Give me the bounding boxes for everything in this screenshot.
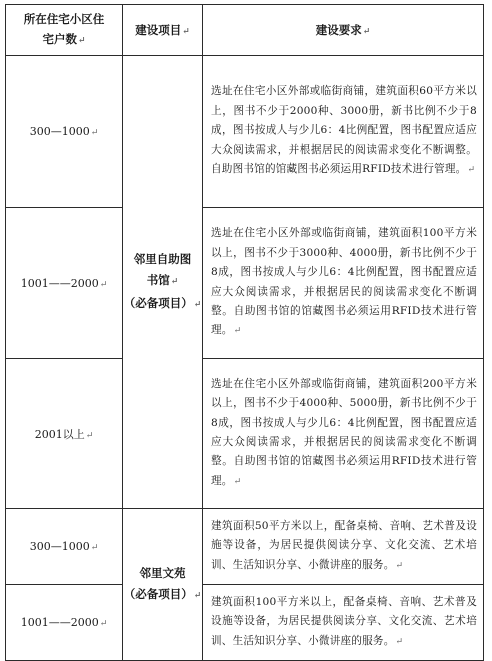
cell-end-mark: ↵ <box>90 128 99 138</box>
household-range: 2001以上 <box>34 427 85 441</box>
cell-end-mark: ↵ <box>233 326 242 337</box>
header-requirement-label: 建设要求 <box>315 23 362 37</box>
table-row <box>6 509 484 585</box>
cell-end-mark: ↵ <box>170 276 179 287</box>
requirement-cell <box>203 56 484 208</box>
requirement-text: 选址在住宅小区外部或临街商铺，建筑面积100平方米以上，图书不少于3000种、4000册，新书比例不少于8成，图书按成人与少儿6：4比例配置，图书配置应适应大众阅读需求，并根据居民的阅读需求变化不断调整。自助图书馆的馆藏图书必须运用RFID技术进行管理。 <box>211 227 477 337</box>
construction-requirements-table <box>5 4 484 661</box>
household-range: 1001——2000 <box>20 616 99 629</box>
cell-end-mark: ↵ <box>182 27 190 37</box>
cell-end-mark: ↵ <box>467 165 476 176</box>
header-project <box>123 5 203 56</box>
project-line-1: 邻里文苑 <box>139 565 186 580</box>
cell-end-mark: ↵ <box>77 36 86 46</box>
cell-end-mark: ↵ <box>90 543 99 553</box>
table-row <box>6 359 484 509</box>
cell-end-mark: ↵ <box>395 560 404 571</box>
household-range: 300—1000 <box>29 125 90 138</box>
requirement-text: 建筑面积100平方米以上，配备桌椅、音响、艺术普及设施等设备，为居民提供阅读分享、文化交流、艺术培训、生活知识分享、小微讲座的服务。 <box>211 595 477 647</box>
requirement-text: 选址在住宅小区外部或临街商铺，建筑面积200平方米以上，图书不少于4000种、5000册，新书比例不少于8成，图书按成人与少儿6：4比例配置，图书配置应适应大众阅读需求，并根据居民的阅读需求变化不断调整。自助图书馆的馆藏图书必须运用RFID技术进行管理。 <box>211 377 477 487</box>
project-cell-culture-hall <box>123 509 203 661</box>
requirement-cell <box>203 208 484 359</box>
project-cell-library <box>123 56 203 509</box>
project-line-1: 邻里自助图 <box>133 251 192 266</box>
cell-end-mark: ↵ <box>395 636 404 647</box>
household-range: 1001——2000 <box>20 276 99 290</box>
cell-end-mark: ↵ <box>99 619 108 629</box>
requirement-text: 建筑面积50平方米以上，配备桌椅、音响、艺术普及设施等设备，为居民提供阅读分享、文化交流、艺术培训、生活知识分享、小微讲座的服务。 <box>211 519 477 571</box>
table-row <box>6 585 484 661</box>
household-range: 300—1000 <box>29 540 90 553</box>
project-line-2: 书馆 <box>146 272 170 287</box>
cell-end-mark: ↵ <box>85 430 94 441</box>
household-range-cell <box>6 208 123 359</box>
project-line-3: （必备项目） <box>123 295 193 310</box>
header-requirement <box>203 5 484 56</box>
table-header-row <box>6 5 484 56</box>
header-project-label: 建设项目 <box>135 23 182 37</box>
requirement-cell <box>203 359 484 509</box>
household-range-cell <box>6 56 123 208</box>
table-row <box>6 56 484 208</box>
cell-end-mark: ↵ <box>193 299 202 310</box>
header-households-line-1: 所在住宅小区住 <box>23 12 105 26</box>
household-range-cell <box>6 585 123 661</box>
header-households <box>6 5 123 56</box>
cell-end-mark: ↵ <box>99 279 108 290</box>
header-households-line-2: 宅户数 <box>42 32 77 46</box>
household-range-cell <box>6 359 123 509</box>
table-row <box>6 208 484 359</box>
cell-end-mark: ↵ <box>362 27 371 37</box>
cell-end-mark: ↵ <box>193 590 202 601</box>
project-line-2: （必备项目） <box>123 586 193 601</box>
requirement-text: 选址在住宅小区外部或临街商铺，建筑面积60平方米以上，图书不少于2000种、3000册，新书比例不少于8成，图书按成人与少儿6：4比例配置，图书配置应适应大众阅读需求，并根据居民的阅读需求变化不断调整。自助图书馆的馆藏图书必须运用RFID技术进行管理。 <box>211 85 477 176</box>
household-range-cell <box>6 509 123 585</box>
requirement-cell <box>203 585 484 661</box>
requirement-cell <box>203 509 484 585</box>
cell-end-mark: ↵ <box>233 476 242 487</box>
